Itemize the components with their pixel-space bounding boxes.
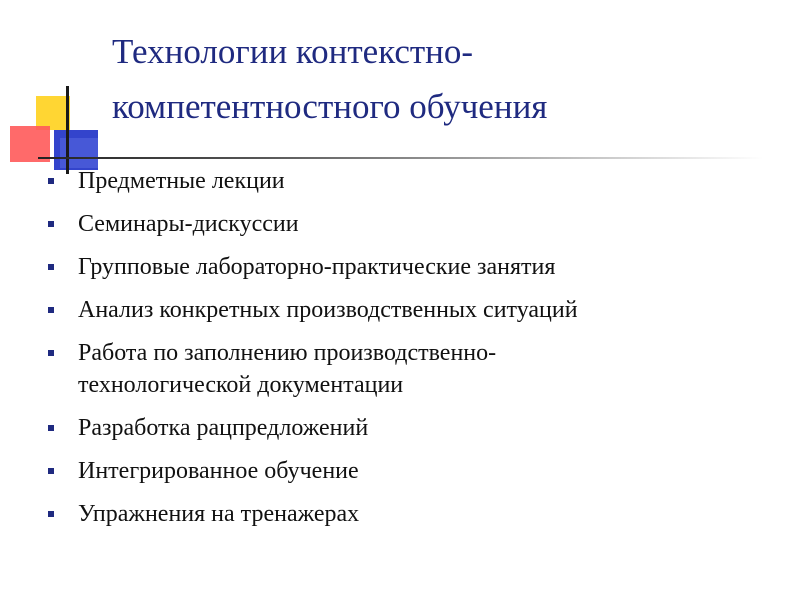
bullet-item — [48, 455, 788, 487]
bullet-item — [48, 208, 788, 240]
slide-title — [112, 24, 772, 134]
bullet-text — [78, 294, 788, 326]
bullet-square-icon — [48, 307, 54, 313]
bullet-item — [48, 165, 788, 197]
bullet-text — [78, 455, 788, 487]
bullet-text-line: Предметные лекции — [78, 168, 285, 194]
bullet-item — [48, 498, 788, 530]
bullet-text — [78, 337, 788, 401]
bullet-item — [48, 294, 788, 326]
bullet-text-line: Разработка рацпредложений — [78, 415, 369, 441]
bullet-text-line: Упражнения на тренажерах — [78, 501, 360, 527]
title-divider — [38, 157, 763, 159]
bullet-square-icon — [48, 350, 54, 356]
title-line-2: компетентностного обучения — [112, 87, 548, 126]
bullet-square-icon — [48, 511, 54, 517]
bullet-text — [78, 498, 788, 530]
bullet-text-line: Семинары-дискуссии — [78, 211, 299, 237]
bullet-text-line: Анализ конкретных производственных ситуаций — [78, 297, 578, 323]
bullet-text — [78, 165, 788, 197]
bullet-square-icon — [48, 221, 54, 227]
bullet-text-line: Интегрированное обучение — [78, 458, 359, 484]
bullet-text-line: технологической документации — [78, 372, 404, 398]
bullet-square-icon — [48, 468, 54, 474]
vertical-rule — [66, 86, 69, 174]
bullet-text-line: Работа по заполнению производственно- — [78, 340, 497, 366]
yellow-square — [36, 96, 70, 130]
bullet-item — [48, 251, 788, 283]
bullet-square-icon — [48, 178, 54, 184]
bullet-item — [48, 337, 788, 401]
bullet-item — [48, 412, 788, 444]
bullet-text — [78, 208, 788, 240]
bullet-square-icon — [48, 264, 54, 270]
bullet-square-icon — [48, 425, 54, 431]
title-line-1: Технологии контекстно- — [112, 32, 474, 71]
bullet-text-line: Групповые лабораторно-практические занятия — [78, 254, 556, 280]
bullet-text — [78, 251, 788, 283]
bullet-text — [78, 412, 788, 444]
bullet-list — [48, 165, 788, 541]
